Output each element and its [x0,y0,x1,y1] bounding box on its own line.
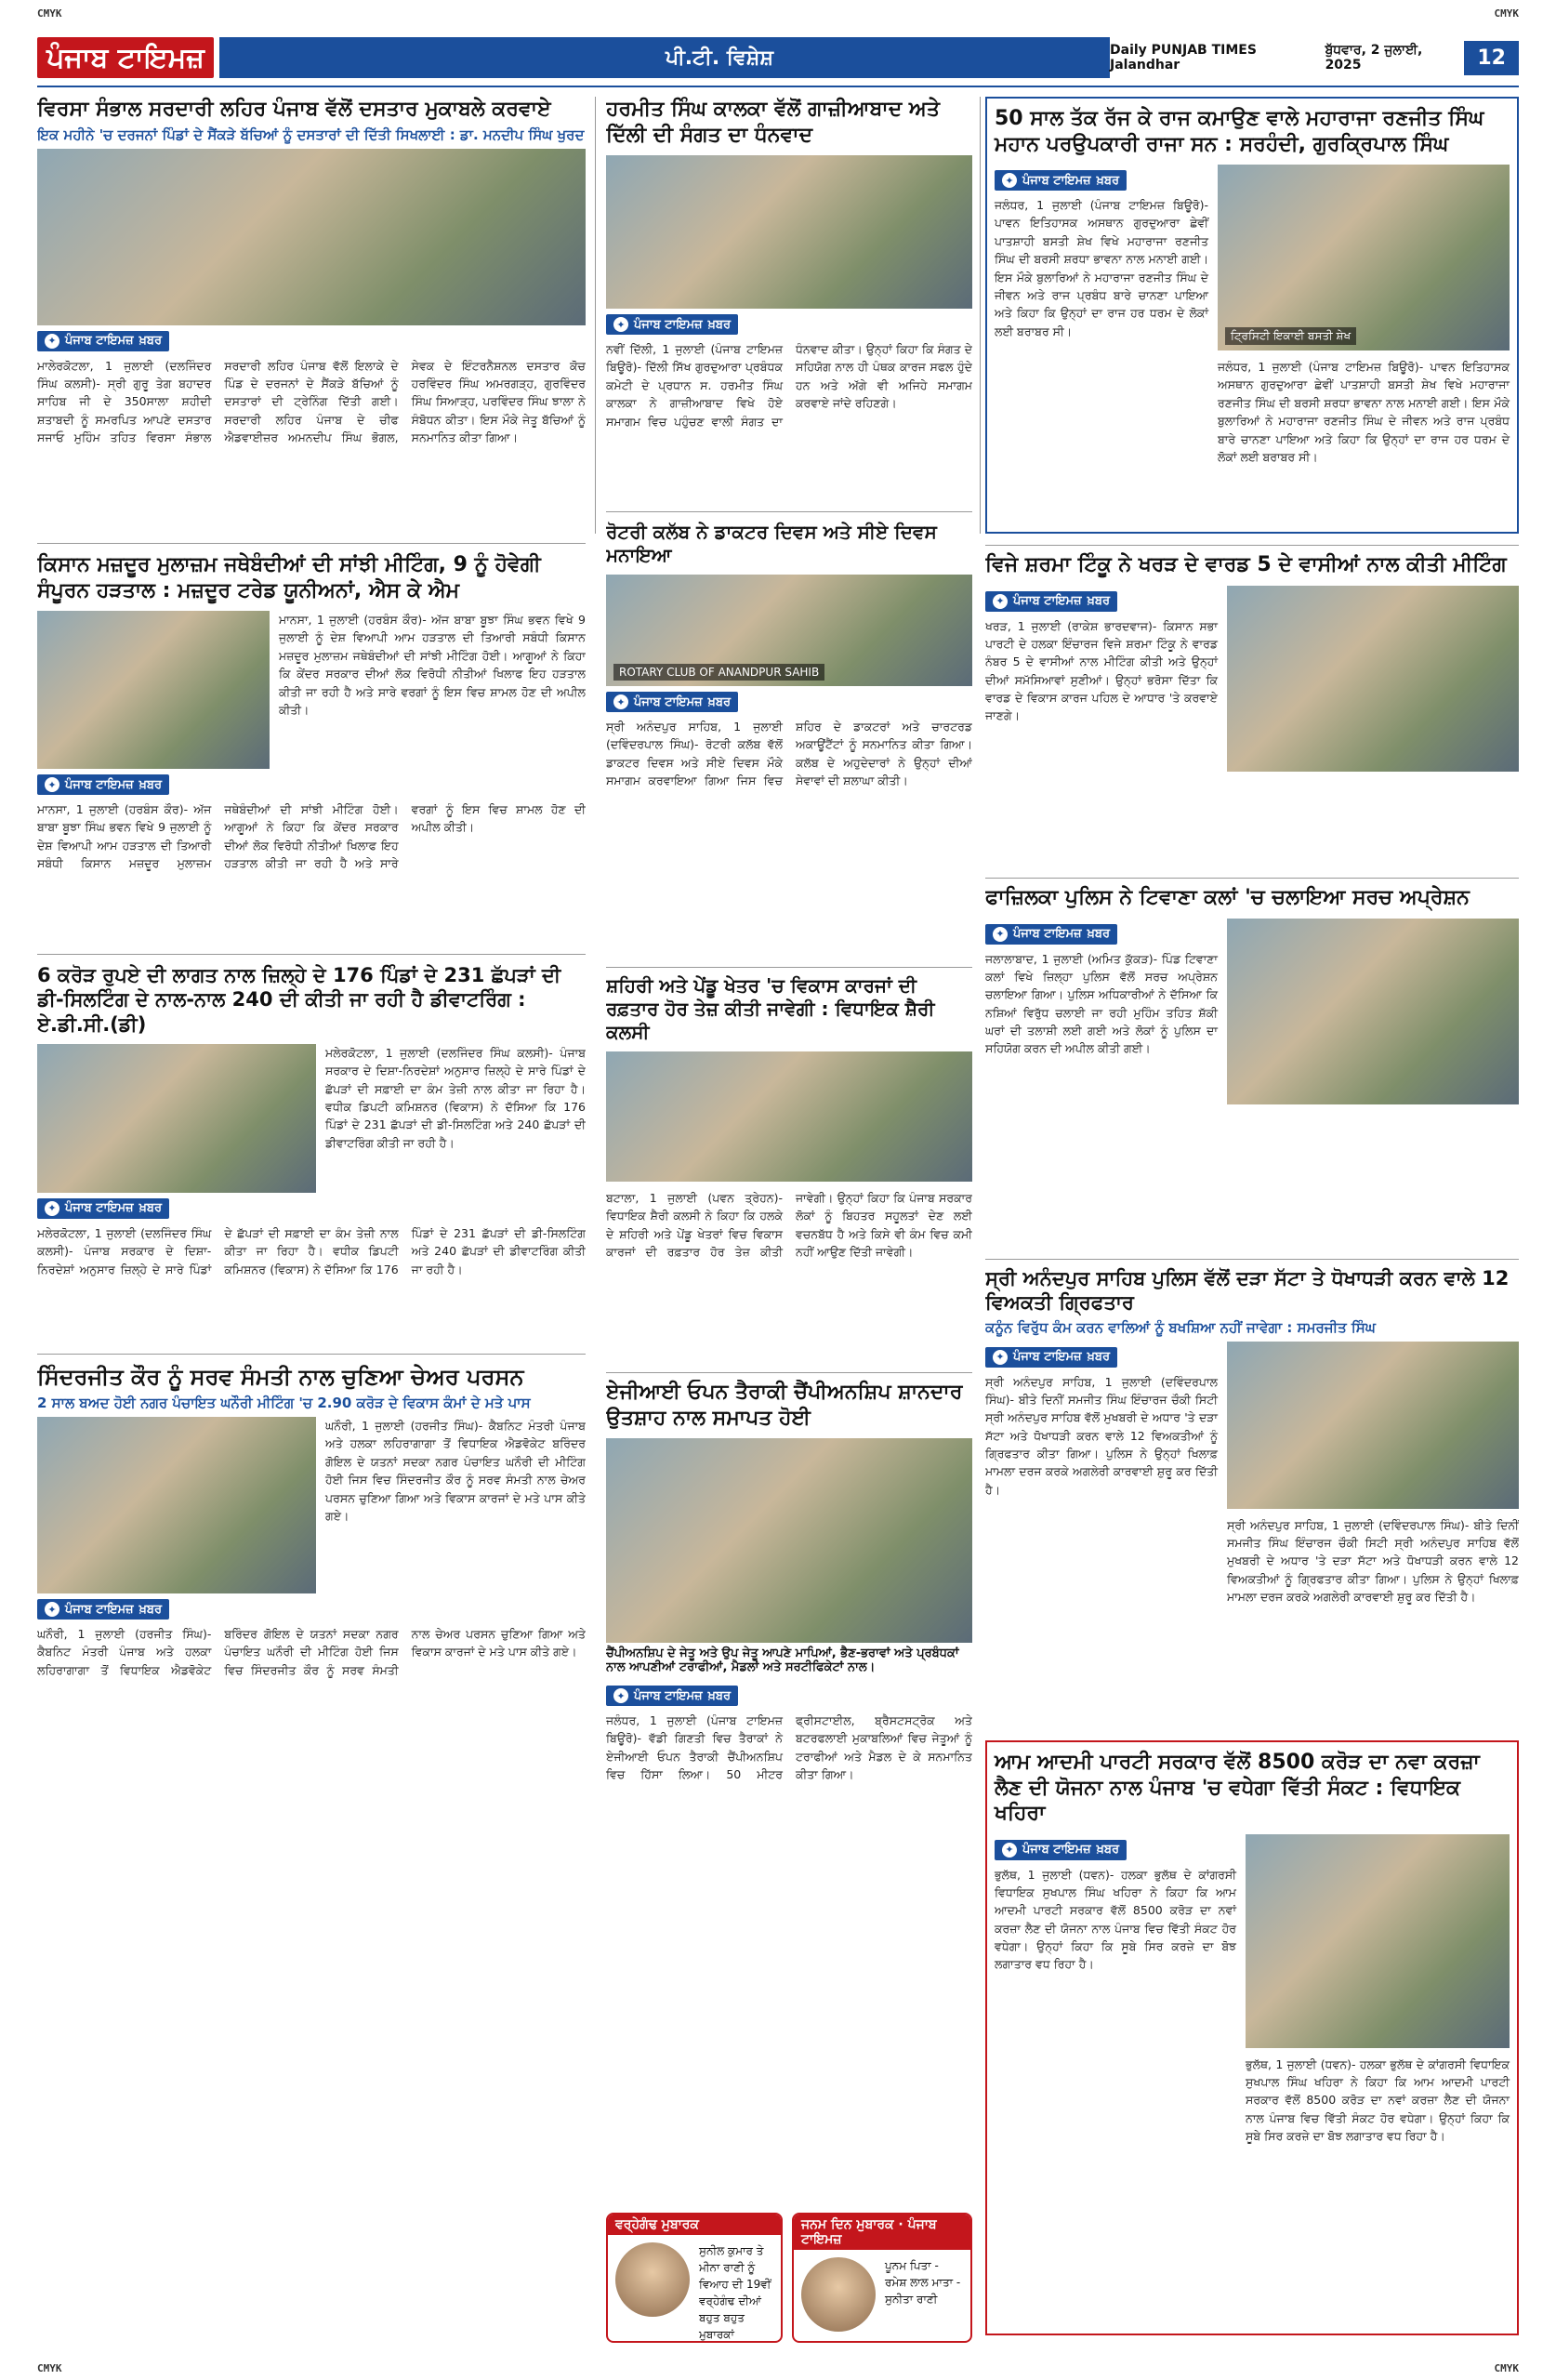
row-divider [606,511,972,512]
article-headline: ਵਿਰਸਾ ਸੰਭਾਲ ਸਰਦਾਰੀ ਲਹਿਰ ਪੰਜਾਬ ਵੱਲੋਂ ਦਸਤਾਰ ਮੁਕਾਬਲੇ ਕਰਵਾਏ [37,98,551,121]
article-body: ਸ੍ਰੀ ਅਨੰਦਪੁਰ ਸਾਹਿਬ, 1 ਜੁਲਾਈ (ਦਵਿੰਦਰਪਾਲ ਸਿੰਘ)- ਬੀਤੇ ਦਿਨੀਂ ਸਮਜੀਤ ਸਿੰਘ ਇੰਚਾਰਜ ਚੌਕੀ ਸਿਟੀ ਸ੍ਰੀ ਅਨੰਦਪੁਰ ਸਾਹਿਬ ਵੱਲੋਂ ਮੁਖਬਰੀ ਦੇ ਅਧਾਰ 'ਤੇ ਦੜਾ ਸੱਟਾ ਅਤੇ ਧੋਖਾਧੜੀ ਕਰਨ ਵਾਲੇ 12 ਵਿਅਕਤੀਆਂ ਨੂੰ ਗ੍ਰਿਫਤਾਰ ਕੀਤਾ ਗਿਆ। ਪੁਲਿਸ ਨੇ ਉਨ੍ਹਾਂ ਖਿਲਾਫ਼ ਮਾਮਲਾ ਦਰਜ ਕਰਕੇ ਅਗਲੇਰੀ ਕਾਰਵਾਈ ਸ਼ੁਰੂ ਕਰ ਦਿੱਤੀ ਹੈ। [985,1374,1218,1497]
row-divider [37,1354,586,1355]
article-headline: ਰੋਟਰੀ ਕਲੱਬ ਨੇ ਡਾਕਟਰ ਦਿਵਸ ਅਤੇ ਸੀਏ ਦਿਵਸ ਮਨਾਇਆ [606,521,937,566]
bird-icon: ✦ [993,594,1008,609]
bird-icon: ✦ [993,927,1008,942]
row-divider [606,1372,972,1373]
masthead-rule [37,86,1519,87]
article-photo [1246,1834,1510,2048]
registration-mark: CMYK [1494,7,1519,20]
greeting-title: ਵਰ੍ਹੇਗੰਢ ਮੁਬਾਰਕ [608,2215,781,2235]
article-body: ਨਵੀਂ ਦਿੱਲੀ, 1 ਜੁਲਾਈ (ਪੰਜਾਬ ਟਾਇਮਜ਼ ਬਿਊਰੋ)- ਦਿੱਲੀ ਸਿੱਖ ਗੁਰਦੁਆਰਾ ਪ੍ਰਬੰਧਕ ਕਮੇਟੀ ਦੇ ਪ੍ਰਧਾਨ ਸ. ਹਰਮੀਤ ਸਿੰਘ ਕਾਲਕਾ ਨੇ ਗਾਜ਼ੀਆਬਾਦ ਵਿਖੇ ਹੋਏ ਸਮਾਗਮ ਵਿਚ ਪਹੁੰਚਣ ਵਾਲੀ ਸੰਗਤ ਦਾ ਧੰਨਵਾਦ ਕੀਤਾ। ਉਨ੍ਹਾਂ ਕਿਹਾ ਕਿ ਸੰਗਤ ਦੇ ਸਹਿਯੋਗ ਨਾਲ ਹੀ ਪੰਥਕ ਕਾਰਜ ਸਫਲ ਹੁੰਦੇ ਹਨ ਅਤੇ ਅੱਗੇ ਵੀ ਅਜਿਹੇ ਸਮਾਗਮ ਕਰਵਾਏ ਜਾਂਦੇ ਰਹਿਣਗੇ। [606,342,972,429]
newspaper-logo: ਪੰਜਾਬ ਟਾਇਮਜ਼ [37,37,214,78]
column-divider [980,97,981,534]
byline-badge: ✦ ਪੰਜਾਬ ਟਾਇਮਜ਼ ਖ਼ਬਰ [985,591,1117,612]
article-subhead: 2 ਸਾਲ ਬਅਦ ਹੋਈ ਨਗਰ ਪੰਚਾਇਤ ਘਨੌਰੀ ਮੀਟਿੰਗ 'ਚ 2.90 ਕਰੋੜ ਦੇ ਵਿਕਾਸ ਕੰਮਾਂ ਦੇ ਮਤੇ ਪਾਸ [37,1395,531,1411]
article-body: ਖਰੜ, 1 ਜੁਲਾਈ (ਰਾਕੇਸ਼ ਭਾਰਦਵਾਜ)- ਕਿਸਾਨ ਸਭਾ ਪਾਰਟੀ ਦੇ ਹਲਕਾ ਇੰਚਾਰਜ ਵਿਜੇ ਸ਼ਰਮਾ ਟਿੰਕੂ ਨੇ ਵਾਰਡ ਨੰਬਰ 5 ਦੇ ਵਾਸੀਆਂ ਨਾਲ ਮੀਟਿੰਗ ਕੀਤੀ ਅਤੇ ਉਨ੍ਹਾਂ ਦੀਆਂ ਸਮੱਸਿਆਵਾਂ ਸੁਣੀਆਂ। ਉਨ੍ਹਾਂ ਭਰੋਸਾ ਦਿੱਤਾ ਕਿ ਵਾਰਡ ਦੇ ਵਿਕਾਸ ਕਾਰਜ ਪਹਿਲ ਦੇ ਆਧਾਰ 'ਤੇ ਕਰਵਾਏ ਜਾਣਗੇ। [985,618,1218,723]
article-rotary-doctors-day [606,521,972,958]
article-photo [37,611,270,769]
byline-badge: ✦ ਪੰਜਾਬ ਟਾਇਮਜ਼ ਖ਼ਬਰ [995,1840,1127,1860]
article-anandpur-arrests [985,1266,1519,1731]
article-body: ਜਲਾਲਾਬਾਦ, 1 ਜੁਲਾਈ (ਅਮਿਤ ਕੁੱਕੜ)- ਪਿੰਡ ਟਿਵਾਣਾ ਕਲਾਂ ਵਿਖੇ ਜ਼ਿਲ੍ਹਾ ਪੁਲਿਸ ਵੱਲੋਂ ਸਰਚ ਅਪ੍ਰੇਸ਼ਨ ਚਲਾਇਆ ਗਿਆ। ਪੁਲਿਸ ਅਧਿਕਾਰੀਆਂ ਨੇ ਦੱਸਿਆ ਕਿ ਨਸ਼ਿਆਂ ਵਿਰੁੱਧ ਚਲਾਈ ਜਾ ਰਹੀ ਮੁਹਿੰਮ ਤਹਿਤ ਸ਼ੱਕੀ ਘਰਾਂ ਦੀ ਤਲਾਸ਼ੀ ਲਈ ਗਈ ਅਤੇ ਲੋਕਾਂ ਨੂੰ ਪੁਲਿਸ ਦਾ ਸਹਿਯੋਗ ਕਰਨ ਦੀ ਅਪੀਲ ਕੀਤੀ ਗਈ। [985,951,1218,1056]
greeting-title: ਜਨਮ ਦਿਨ ਮੁਬਾਰਕ · ਪੰਜਾਬ ਟਾਇਮਜ਼ [794,2215,970,2250]
column-divider [595,97,596,534]
article-body-continued: ਮਾਨਸਾ, 1 ਜੁਲਾਈ (ਹਰਬੰਸ ਕੌਰ)- ਅੱਜ ਬਾਬਾ ਬੂਝਾ ਸਿੰਘ ਭਵਨ ਵਿਖੇ 9 ਜੁਲਾਈ ਨੂੰ ਦੇਸ਼ ਵਿਆਪੀ ਆਮ ਹੜਤਾਲ ਦੀ ਤਿਆਰੀ ਸਬੰਧੀ ਕਿਸਾਨ ਮਜ਼ਦੂਰ ਮੁਲਾਜ਼ਮ ਜਥੇਬੰਦੀਆਂ ਦੀ ਸਾਂਝੀ ਮੀਟਿੰਗ ਹੋਈ। ਆਗੂਆਂ ਨੇ ਕਿਹਾ ਕਿ ਕੇਂਦਰ ਸਰਕਾਰ ਦੀਆਂ ਲੋਕ ਵਿਰੋਧੀ ਨੀਤੀਆਂ ਖਿਲਾਫ ਇਹ ਹੜਤਾਲ ਕੀਤੀ ਜਾ ਰਹੀ ਹੈ ਅਤੇ ਸਾਰੇ ਵਰਗਾਂ ਨੂੰ ਇਸ ਵਿਚ ਸ਼ਾਮਲ ਹੋਣ ਦੀ ਅਪੀਲ ਕੀਤੀ। [37,802,586,871]
article-body-continued: ਸ੍ਰੀ ਅਨੰਦਪੁਰ ਸਾਹਿਬ, 1 ਜੁਲਾਈ (ਦਵਿੰਦਰਪਾਲ ਸਿੰਘ)- ਬੀਤੇ ਦਿਨੀਂ ਸਮਜੀਤ ਸਿੰਘ ਇੰਚਾਰਜ ਚੌਕੀ ਸਿਟੀ ਸ੍ਰੀ ਅਨੰਦਪੁਰ ਸਾਹਿਬ ਵੱਲੋਂ ਮੁਖਬਰੀ ਦੇ ਅਧਾਰ 'ਤੇ ਦੜਾ ਸੱਟਾ ਅਤੇ ਧੋਖਾਧੜੀ ਕਰਨ ਵਾਲੇ 12 ਵਿਅਕਤੀਆਂ ਨੂੰ ਗ੍ਰਿਫਤਾਰ ਕੀਤਾ ਗਿਆ। ਪੁਲਿਸ ਨੇ ਉਨ੍ਹਾਂ ਖਿਲਾਫ਼ ਮਾਮਲਾ ਦਰਜ ਕਰਕੇ ਅਗਲੇਰੀ ਕਾਰਵਾਈ ਸ਼ੁਰੂ ਕਰ ਦਿੱਤੀ ਹੈ। [1227,1517,1519,1604]
photo-caption: ਚੈਂਪੀਅਨਸ਼ਿਪ ਦੇ ਜੇਤੂ ਅਤੇ ਉਪ ਜੇਤੂ ਆਪਣੇ ਮਾਪਿਆਂ, ਭੈਣ-ਭਰਾਵਾਂ ਅਤੇ ਪ੍ਰਬੰਧਕਾਂ ਨਾਲ ਆਪਣੀਆਂ ਟਰਾਫੀਆਂ, ਮੈਡਲਾਂ ਅਤੇ ਸਰਟੀਫਿਕੇਟਾਂ ਨਾਲ। [606,1646,959,1674]
couple-photo [615,2242,690,2317]
registration-mark: CMYK [37,2362,62,2374]
article-headline: ਵਿਜੇ ਸ਼ਰਮਾ ਟਿੰਕੂ ਨੇ ਖਰੜ ਦੇ ਵਾਰਡ 5 ਦੇ ਵਾਸੀਆਂ ਨਾਲ ਕੀਤੀ ਮੀਟਿੰਗ [985,553,1507,576]
article-body-continued: ਮਲੇਰਕੋਟਲਾ, 1 ਜੁਲਾਈ (ਦਲਜਿੰਦਰ ਸਿੰਘ ਕਲਸੀ)- ਪੰਜਾਬ ਸਰਕਾਰ ਦੇ ਦਿਸ਼ਾ-ਨਿਰਦੇਸ਼ਾਂ ਅਨੁਸਾਰ ਜ਼ਿਲ੍ਹੇ ਦੇ ਸਾਰੇ ਪਿੰਡਾਂ ਦੇ ਛੱਪੜਾਂ ਦੀ ਸਫ਼ਾਈ ਦਾ ਕੰਮ ਤੇਜ਼ੀ ਨਾਲ ਕੀਤਾ ਜਾ ਰਿਹਾ ਹੈ। ਵਧੀਕ ਡਿਪਟੀ ਕਮਿਸ਼ਨਰ (ਵਿਕਾਸ) ਨੇ ਦੱਸਿਆ ਕਿ 176 ਪਿੰਡਾਂ ਦੇ 231 ਛੱਪੜਾਂ ਦੀ ਡੀ-ਸਿਲਟਿੰਗ ਅਤੇ 240 ਛੱਪੜਾਂ ਦੀ ਡੀਵਾਟਰਿੰਗ ਕੀਤੀ ਜਾ ਰਹੀ ਹੈ। [37,1225,586,1276]
row-divider [985,878,1519,879]
byline-badge: ✦ ਪੰਜਾਬ ਟਾਇਮਜ਼ ਖ਼ਬਰ [606,314,738,335]
bird-icon: ✦ [993,1350,1008,1365]
article-body-continued: ਘਨੌਰੀ, 1 ਜੁਲਾਈ (ਹਰਜੀਤ ਸਿੰਘ)- ਕੈਬਨਿਟ ਮੰਤਰੀ ਪੰਜਾਬ ਅਤੇ ਹਲਕਾ ਲਹਿਰਾਗਾਗਾ ਤੋਂ ਵਿਧਾਇਕ ਐਡਵੋਕੇਟ ਬਰਿੰਦਰ ਗੋਇਲ ਦੇ ਯਤਨਾਂ ਸਦਕਾ ਨਗਰ ਪੰਚਾਇਤ ਘਨੌਰੀ ਦੀ ਮੀਟਿੰਗ ਹੋਈ ਜਿਸ ਵਿਚ ਸਿੰਦਰਜੀਤ ਕੌਰ ਨੂੰ ਸਰਵ ਸੰਮਤੀ ਨਾਲ ਚੇਅਰ ਪਰਸਨ ਚੁਣਿਆ ਗਿਆ ਅਤੇ ਵਿਕਾਸ ਕਾਰਜਾਂ ਦੇ ਮਤੇ ਪਾਸ ਕੀਤੇ ਗਏ। [37,1627,586,1677]
article-maharaja-ranjit-singh [985,97,1519,534]
article-sherry-kalsi [606,974,972,1365]
article-vijay-sharma-meeting [985,552,1519,868]
article-headline: ਸ਼ਹਿਰੀ ਅਤੇ ਪੇਂਡੂ ਖੇਤਰ 'ਚ ਵਿਕਾਸ ਕਾਰਜਾਂ ਦੀ ਰਫ਼ਤਾਰ ਹੋਰ ਤੇਜ਼ ਕੀਤੀ ਜਾਵੇਗੀ : ਵਿਧਾਇਕ ਸ਼ੈਰੀ ਕਲਸੀ [606,974,935,1043]
byline-badge: ✦ ਪੰਜਾਬ ਟਾਇਮਜ਼ ਖ਼ਬਰ [606,1686,738,1706]
paper-name: Daily PUNJAB TIMES Jalandhar [1110,43,1257,73]
article-dastar-competition [37,97,586,534]
article-kalka-thanks [606,97,972,506]
bird-icon: ✦ [613,317,628,332]
article-photo: ਟ੍ਰਿਸਿਟੀ ਇਕਾਈ ਬਸਤੀ ਸ਼ੇਖ [1218,165,1510,350]
article-body: ਘਨੌਰੀ, 1 ਜੁਲਾਈ (ਹਰਜੀਤ ਸਿੰਘ)- ਕੈਬਨਿਟ ਮੰਤਰੀ ਪੰਜਾਬ ਅਤੇ ਹਲਕਾ ਲਹਿਰਾਗਾਗਾ ਤੋਂ ਵਿਧਾਇਕ ਐਡਵੋਕੇਟ ਬਰਿੰਦਰ ਗੋਇਲ ਦੇ ਯਤਨਾਂ ਸਦਕਾ ਨਗਰ ਪੰਚਾਇਤ ਘਨੌਰੀ ਦੀ ਮੀਟਿੰਗ ਹੋਈ ਜਿਸ ਵਿਚ ਸਿੰਦਰਜੀਤ ਕੌਰ ਨੂੰ ਸਰਵ ਸੰਮਤੀ ਨਾਲ ਚੇਅਰ ਪਰਸਨ ਚੁਣਿਆ ਗਿਆ ਅਤੇ ਵਿਕਾਸ ਕਾਰਜਾਂ ਦੇ ਮਤੇ ਪਾਸ ਕੀਤੇ ਗਏ। [325,1419,586,1523]
article-photo [1227,586,1519,772]
article-photo [606,1051,972,1182]
article-headline: 50 ਸਾਲ ਤੱਕ ਰੱਜ ਕੇ ਰਾਜ ਕਮਾਉਣ ਵਾਲੇ ਮਹਾਰਾਜਾ ਰਣਜੀਤ ਸਿੰਘ ਮਹਾਨ ਪਰਉਪਕਾਰੀ ਰਾਜਾ ਸਨ : ਸਰਹੰਦੀ, ਗੁਰਕ੍ਰਿਪਾਲ ਸਿੰਘ [995,107,1484,156]
byline-badge: ✦ ਪੰਜਾਬ ਟਾਇਮਜ਼ ਖ਼ਬਰ [995,170,1127,191]
row-divider [985,545,1519,546]
article-photo [1227,919,1519,1104]
greeting-text: ਪੂਨਮ ਪਿਤਾ - ਰਮੇਸ਼ ਲਾਲ ਮਾਤਾ - ਸੁਨੀਤਾ ਰਾਣੀ [885,2259,961,2306]
article-photo [606,155,972,309]
article-subhead: ਕਨੂੰਨ ਵਿਰੁੱਧ ਕੰਮ ਕਰਨ ਵਾਲਿਆਂ ਨੂੰ ਬਖਸ਼ਿਆ ਨਹੀਂ ਜਾਵੇਗਾ : ਸਮਰਜੀਤ ਸਿੰਘ [985,1318,1376,1336]
row-divider [606,967,972,968]
bird-icon: ✦ [613,694,628,709]
birthday-greeting [792,2213,972,2343]
article-swimming-championship [606,1380,972,1956]
article-pond-desilting [37,963,586,1344]
row-divider [37,543,586,544]
article-fazilka-search-operation [985,885,1519,1248]
issue-date: ਬੁੱਧਵਾਰ, 2 ਜੁਲਾਈ, 2025 [1325,43,1423,73]
byline-badge: ✦ ਪੰਜਾਬ ਟਾਇਮਜ਼ ਖ਼ਬਰ [606,692,738,712]
child-photo [801,2257,876,2332]
article-photo [37,1044,316,1193]
byline-badge: ✦ ਪੰਜਾਬ ਟਾਇਮਜ਼ ਖ਼ਬਰ [37,331,169,351]
article-body: ਭੁਲੱਥ, 1 ਜੁਲਾਈ (ਧਵਨ)- ਹਲਕਾ ਭੁਲੱਥ ਦੇ ਕਾਂਗਰਸੀ ਵਿਧਾਇਕ ਸੁਖਪਾਲ ਸਿੰਘ ਖਹਿਰਾ ਨੇ ਕਿਹਾ ਕਿ ਆਮ ਆਦਮੀ ਪਾਰਟੀ ਸਰਕਾਰ ਵੱਲੋਂ 8500 ਕਰੋੜ ਦਾ ਨਵਾਂ ਕਰਜ਼ਾ ਲੈਣ ਦੀ ਯੋਜਨਾ ਨਾਲ ਪੰਜਾਬ ਵਿਚ ਵਿੱਤੀ ਸੰਕਟ ਹੋਰ ਵਧੇਗਾ। ਉਨ੍ਹਾਂ ਕਿਹਾ ਕਿ ਸੂਬੇ ਸਿਰ ਕਰਜ਼ੇ ਦਾ ਬੋਝ ਲਗਾਤਾਰ ਵਧ ਰਿਹਾ ਹੈ। [995,1867,1236,1972]
article-khaira-loan-criticism [985,1740,1519,2335]
article-photo [37,149,586,325]
article-headline: 6 ਕਰੋੜ ਰੁਪਏ ਦੀ ਲਾਗਤ ਨਾਲ ਜ਼ਿਲ੍ਹੇ ਦੇ 176 ਪਿੰਡਾਂ ਦੇ 231 ਛੱਪੜਾਂ ਦੀ ਡੀ-ਸਿਲਟਿੰਗ ਦੇ ਨਾਲ-ਨਾਲ 240 ਦੀ ਕੀਤੀ ਜਾ ਰਹੀ ਹੈ ਡੀਵਾਟਰਿੰਗ : ਏ.ਡੀ.ਸੀ.(ਡੀ) [37,964,561,1036]
section-title: ਪੀ.ਟੀ. ਵਿਸ਼ੇਸ਼ [219,37,1110,78]
registration-mark: CMYK [37,7,62,20]
article-photo: ROTARY CLUB OF ANANDPUR SAHIB [606,575,972,686]
article-headline: ਸ੍ਰੀ ਅਨੰਦਪੁਰ ਸਾਹਿਬ ਪੁਲਿਸ ਵੱਲੋਂ ਦੜਾ ਸੱਟਾ ਤੇ ਧੋਖਾਧੜੀ ਕਰਨ ਵਾਲੇ 12 ਵਿਅਕਤੀ ਗ੍ਰਿਫਤਾਰ [985,1267,1510,1315]
masthead [37,37,1519,78]
article-body: ਬਟਾਲਾ, 1 ਜੁਲਾਈ (ਪਵਨ ਤ੍ਰੇਹਨ)- ਵਿਧਾਇਕ ਸ਼ੈਰੀ ਕਲਸੀ ਨੇ ਕਿਹਾ ਕਿ ਹਲਕੇ ਦੇ ਸ਼ਹਿਰੀ ਅਤੇ ਪੇਂਡੂ ਖੇਤਰਾਂ ਵਿਚ ਵਿਕਾਸ ਕਾਰਜਾਂ ਦੀ ਰਫ਼ਤਾਰ ਹੋਰ ਤੇਜ਼ ਕੀਤੀ ਜਾਵੇਗੀ। ਉਨ੍ਹਾਂ ਕਿਹਾ ਕਿ ਪੰਜਾਬ ਸਰਕਾਰ ਲੋਕਾਂ ਨੂੰ ਬਿਹਤਰ ਸਹੂਲਤਾਂ ਦੇਣ ਲਈ ਵਚਨਬੱਧ ਹੈ ਅਤੇ ਕਿਸੇ ਵੀ ਕੰਮ ਵਿਚ ਕਮੀ ਨਹੀਂ ਆਉਣ ਦਿੱਤੀ ਜਾਵੇਗੀ। [606,1191,972,1260]
anniversary-greeting [606,2213,783,2343]
article-body: ਜਲੰਧਰ, 1 ਜੁਲਾਈ (ਪੰਜਾਬ ਟਾਇਮਜ਼ ਬਿਊਰੋ)- ਵੱਡੀ ਗਿਣਤੀ ਵਿਚ ਤੈਰਾਕਾਂ ਨੇ ਏਜੀਆਈ ਓਪਨ ਤੈਰਾਕੀ ਚੈਂਪੀਅਨਸ਼ਿਪ ਵਿਚ ਹਿੱਸਾ ਲਿਆ। 50 ਮੀਟਰ ਫ੍ਰੀਸਟਾਈਲ, ਬ੍ਰੈਸਟਸਟ੍ਰੋਕ ਅਤੇ ਬਟਰਫਲਾਈ ਮੁਕਾਬਲਿਆਂ ਵਿਚ ਜੇਤੂਆਂ ਨੂੰ ਟਰਾਫੀਆਂ ਅਤੇ ਮੈਡਲ ਦੇ ਕੇ ਸਨਮਾਨਿਤ ਕੀਤਾ ਗਿਆ। [606,1713,972,1782]
byline-badge: ✦ ਪੰਜਾਬ ਟਾਇਮਜ਼ ਖ਼ਬਰ [37,1198,169,1219]
article-body-continued: ਜਲੰਧਰ, 1 ਜੁਲਾਈ (ਪੰਜਾਬ ਟਾਇਮਜ਼ ਬਿਊਰੋ)- ਪਾਵਨ ਇਤਿਹਾਸਕ ਅਸਥਾਨ ਗੁਰਦੁਆਰਾ ਛੇਵੀਂ ਪਾਤਸ਼ਾਹੀ ਬਸਤੀ ਸ਼ੇਖ ਵਿਖੇ ਮਹਾਰਾਜਾ ਰਣਜੀਤ ਸਿੰਘ ਦੀ ਬਰਸੀ ਸ਼ਰਧਾ ਭਾਵਨਾ ਨਾਲ ਮਨਾਈ ਗਈ। ਇਸ ਮੌਕੇ ਬੁਲਾਰਿਆਂ ਨੇ ਮਹਾਰਾਜਾ ਰਣਜੀਤ ਸਿੰਘ ਦੇ ਜੀਵਨ ਅਤੇ ਰਾਜ ਪ੍ਰਬੰਧ ਬਾਰੇ ਚਾਨਣਾ ਪਾਇਆ ਅਤੇ ਕਿਹਾ ਕਿ ਉਨ੍ਹਾਂ ਦਾ ਰਾਜ ਹਰ ਧਰਮ ਦੇ ਲੋਕਾਂ ਲਈ ਬਰਾਬਰ ਸੀ। [1218,360,1510,464]
article-sinderjit-kaur-chairperson [37,1363,586,1884]
byline-badge: ✦ ਪੰਜਾਬ ਟਾਇਮਜ਼ ਖ਼ਬਰ [985,924,1117,945]
article-headline: ਸਿੰਦਰਜੀਤ ਕੌਰ ਨੂੰ ਸਰਵ ਸੰਮਤੀ ਨਾਲ ਚੁਣਿਆ ਚੇਅਰ ਪਰਸਨ [37,1364,524,1390]
article-headline: ਏਜੀਆਈ ਓਪਨ ਤੈਰਾਕੀ ਚੈਂਪੀਅਨਸ਼ਿਪ ਸ਼ਾਨਦਾਰ ਉਤਸ਼ਾਹ ਨਾਲ ਸਮਾਪਤ ਹੋਈ [606,1381,963,1430]
bird-icon: ✦ [45,334,59,349]
article-body: ਮਾਨਸਾ, 1 ਜੁਲਾਈ (ਹਰਬੰਸ ਕੌਰ)- ਅੱਜ ਬਾਬਾ ਬੂਝਾ ਸਿੰਘ ਭਵਨ ਵਿਖੇ 9 ਜੁਲਾਈ ਨੂੰ ਦੇਸ਼ ਵਿਆਪੀ ਆਮ ਹੜਤਾਲ ਦੀ ਤਿਆਰੀ ਸਬੰਧੀ ਕਿਸਾਨ ਮਜ਼ਦੂਰ ਮੁਲਾਜ਼ਮ ਜਥੇਬੰਦੀਆਂ ਦੀ ਸਾਂਝੀ ਮੀਟਿੰਗ ਹੋਈ। ਆਗੂਆਂ ਨੇ ਕਿਹਾ ਕਿ ਕੇਂਦਰ ਸਰਕਾਰ ਦੀਆਂ ਲੋਕ ਵਿਰੋਧੀ ਨੀਤੀਆਂ ਖਿਲਾਫ ਇਹ ਹੜਤਾਲ ਕੀਤੀ ਜਾ ਰਹੀ ਹੈ ਅਤੇ ਸਾਰੇ ਵਰਗਾਂ ਨੂੰ ਇਸ ਵਿਚ ਸ਼ਾਮਲ ਹੋਣ ਦੀ ਅਪੀਲ ਕੀਤੀ। [279,613,586,717]
article-headline: ਫਾਜ਼ਿਲਕਾ ਪੁਲਿਸ ਨੇ ਟਿਵਾਣਾ ਕਲਾਂ 'ਚ ਚਲਾਇਆ ਸਰਚ ਅਪ੍ਰੇਸ਼ਨ [985,886,1470,909]
article-body: ਜਲੰਧਰ, 1 ਜੁਲਾਈ (ਪੰਜਾਬ ਟਾਇਮਜ਼ ਬਿਊਰੋ)- ਪਾਵਨ ਇਤਿਹਾਸਕ ਅਸਥਾਨ ਗੁਰਦੁਆਰਾ ਛੇਵੀਂ ਪਾਤਸ਼ਾਹੀ ਬਸਤੀ ਸ਼ੇਖ ਵਿਖੇ ਮਹਾਰਾਜਾ ਰਣਜੀਤ ਸਿੰਘ ਦੀ ਬਰਸੀ ਸ਼ਰਧਾ ਭਾਵਨਾ ਨਾਲ ਮਨਾਈ ਗਈ। ਇਸ ਮੌਕੇ ਬੁਲਾਰਿਆਂ ਨੇ ਮਹਾਰਾਜਾ ਰਣਜੀਤ ਸਿੰਘ ਦੇ ਜੀਵਨ ਅਤੇ ਰਾਜ ਪ੍ਰਬੰਧ ਬਾਰੇ ਚਾਨਣਾ ਪਾਇਆ ਅਤੇ ਕਿਹਾ ਕਿ ਉਨ੍ਹਾਂ ਦਾ ਰਾਜ ਹਰ ਧਰਮ ਦੇ ਲੋਕਾਂ ਲਈ ਬਰਾਬਰ ਸੀ। [995,198,1208,338]
page-number: 12 [1464,41,1519,75]
bird-icon: ✦ [1002,173,1017,188]
article-body: ਮਲੇਰਕੋਟਲਾ, 1 ਜੁਲਾਈ (ਦਲਜਿੰਦਰ ਸਿੰਘ ਕਲਸੀ)- ਪੰਜਾਬ ਸਰਕਾਰ ਦੇ ਦਿਸ਼ਾ-ਨਿਰਦੇਸ਼ਾਂ ਅਨੁਸਾਰ ਜ਼ਿਲ੍ਹੇ ਦੇ ਸਾਰੇ ਪਿੰਡਾਂ ਦੇ ਛੱਪੜਾਂ ਦੀ ਸਫ਼ਾਈ ਦਾ ਕੰਮ ਤੇਜ਼ੀ ਨਾਲ ਕੀਤਾ ਜਾ ਰਿਹਾ ਹੈ। ਵਧੀਕ ਡਿਪਟੀ ਕਮਿਸ਼ਨਰ (ਵਿਕਾਸ) ਨੇ ਦੱਸਿਆ ਕਿ 176 ਪਿੰਡਾਂ ਦੇ 231 ਛੱਪੜਾਂ ਦੀ ਡੀ-ਸਿਲਟਿੰਗ ਅਤੇ 240 ਛੱਪੜਾਂ ਦੀ ਡੀਵਾਟਰਿੰਗ ਕੀਤੀ ਜਾ ਰਹੀ ਹੈ। [325,1045,586,1150]
article-body-continued: ਭੁਲੱਥ, 1 ਜੁਲਾਈ (ਧਵਨ)- ਹਲਕਾ ਭੁਲੱਥ ਦੇ ਕਾਂਗਰਸੀ ਵਿਧਾਇਕ ਸੁਖਪਾਲ ਸਿੰਘ ਖਹਿਰਾ ਨੇ ਕਿਹਾ ਕਿ ਆਮ ਆਦਮੀ ਪਾਰਟੀ ਸਰਕਾਰ ਵੱਲੋਂ 8500 ਕਰੋੜ ਦਾ ਨਵਾਂ ਕਰਜ਼ਾ ਲੈਣ ਦੀ ਯੋਜਨਾ ਨਾਲ ਪੰਜਾਬ ਵਿਚ ਵਿੱਤੀ ਸੰਕਟ ਹੋਰ ਵਧੇਗਾ। ਉਨ੍ਹਾਂ ਕਿਹਾ ਕਿ ਸੂਬੇ ਸਿਰ ਕਰਜ਼ੇ ਦਾ ਬੋਝ ਲਗਾਤਾਰ ਵਧ ਰਿਹਾ ਹੈ। [1246,2056,1510,2143]
article-kisan-strike [37,552,586,943]
bird-icon: ✦ [45,1201,59,1216]
byline-badge: ✦ ਪੰਜਾਬ ਟਾਇਮਜ਼ ਖ਼ਬਰ [37,1599,169,1620]
article-headline: ਆਮ ਆਦਮੀ ਪਾਰਟੀ ਸਰਕਾਰ ਵੱਲੋਂ 8500 ਕਰੋੜ ਦਾ ਨਵਾ ਕਰਜ਼ਾ ਲੈਣ ਦੀ ਯੋਜਨਾ ਨਾਲ ਪੰਜਾਬ 'ਚ ਵਧੇਗਾ ਵਿੱਤੀ ਸੰਕਟ : ਵਿਧਾਇਕ ਖਹਿਰਾ [995,1751,1480,1825]
masthead-info [1110,37,1519,78]
article-body: ਸ੍ਰੀ ਅਨੰਦਪੁਰ ਸਾਹਿਬ, 1 ਜੁਲਾਈ (ਦਵਿੰਦਰਪਾਲ ਸਿੰਘ)- ਰੋਟਰੀ ਕਲੱਬ ਵੱਲੋਂ ਡਾਕਟਰ ਦਿਵਸ ਅਤੇ ਸੀਏ ਦਿਵਸ ਮੌਕੇ ਸਮਾਗਮ ਕਰਵਾਇਆ ਗਿਆ ਜਿਸ ਵਿਚ ਸ਼ਹਿਰ ਦੇ ਡਾਕਟਰਾਂ ਅਤੇ ਚਾਰਟਰਡ ਅਕਾਊਂਟੈਂਟਾਂ ਨੂੰ ਸਨਮਾਨਿਤ ਕੀਤਾ ਗਿਆ। ਕਲੱਬ ਦੇ ਅਹੁਦੇਦਾਰਾਂ ਨੇ ਉਨ੍ਹਾਂ ਦੀਆਂ ਸੇਵਾਵਾਂ ਦੀ ਸ਼ਲਾਘਾ ਕੀਤੀ। [606,720,972,788]
row-divider [37,954,586,955]
article-subhead: ਇਕ ਮਹੀਨੇ 'ਚ ਦਰਜਨਾਂ ਪਿੰਡਾਂ ਦੇ ਸੈਂਕੜੇ ਬੱਚਿਆਂ ਨੂੰ ਦਸਤਾਰਾਂ ਦੀ ਦਿੱਤੀ ਸਿਖਲਾਈ : ਡਾ. ਮਨਦੀਪ ਸਿੰਘ ਖੁਰਦ [37,126,585,143]
bird-icon: ✦ [45,777,59,792]
bird-icon: ✦ [613,1688,628,1703]
article-headline: ਹਰਮੀਤ ਸਿੰਘ ਕਾਲਕਾ ਵੱਲੋਂ ਗਾਜ਼ੀਆਬਾਦ ਅਤੇ ਦਿੱਲੀ ਦੀ ਸੰਗਤ ਦਾ ਧੰਨਵਾਦ [606,98,940,147]
registration-mark: CMYK [1494,2362,1519,2374]
article-headline: ਕਿਸਾਨ ਮਜ਼ਦੂਰ ਮੁਲਾਜ਼ਮ ਜਥੇਬੰਦੀਆਂ ਦੀ ਸਾਂਝੀ ਮੀਟਿੰਗ, 9 ਨੂੰ ਹੋਵੇਗੀ ਸੰਪੂਰਨ ਹੜਤਾਲ : ਮਜ਼ਦੂਰ ਟਰੇਡ ਯੂਨੀਅਨਾਂ, ਐਸ ਕੇ ਐਮ [37,553,541,602]
greeting-text: ਸੁਨੀਲ ਕੁਮਾਰ ਤੇ ਮੀਨਾ ਰਾਣੀ ਨੂੰ ਵਿਆਹ ਦੀ 19ਵੀਂ ਵਰ੍ਹੇਗੰਢ ਦੀਆਂ ਬਹੁਤ ਬਹੁਤ ਮੁਬਾਰਕਾਂ [699,2244,771,2341]
article-photo [606,1438,972,1643]
bird-icon: ✦ [1002,1843,1017,1858]
byline-badge: ✦ ਪੰਜਾਬ ਟਾਇਮਜ਼ ਖ਼ਬਰ [985,1347,1117,1368]
row-divider [985,1259,1519,1260]
article-photo [1227,1342,1519,1509]
article-photo [37,1417,316,1593]
article-body: ਮਾਲੇਰਕੋਟਲਾ, 1 ਜੁਲਾਈ (ਦਲਜਿੰਦਰ ਸਿੰਘ ਕਲਸੀ)- ਸ੍ਰੀ ਗੁਰੂ ਤੇਗ ਬਹਾਦਰ ਸਾਹਿਬ ਜੀ ਦੇ 350ਸਾਲਾ ਸ਼ਹੀਦੀ ਸ਼ਤਾਬਦੀ ਨੂੰ ਸਮਰਪਿਤ ਆਪਣੇ ਦਸਤਾਰ ਸਜਾਓ ਮੁਹਿੰਮ ਤਹਿਤ ਵਿਰਸਾ ਸੰਭਾਲ ਸਰਦਾਰੀ ਲਹਿਰ ਪੰਜਾਬ ਵੱਲੋਂ ਇਲਾਕੇ ਦੇ ਪਿੰਡ ਦੇ ਦਰਜਨਾਂ ਦੇ ਸੈਂਕੜੇ ਬੱਚਿਆਂ ਨੂੰ ਦਸਤਾਰਾਂ ਦੀ ਟ੍ਰੇਨਿੰਗ ਦਿੱਤੀ ਗਈ। ਸਰਦਾਰੀ ਲਹਿਰ ਪੰਜਾਬ ਦੇ ਚੀਫ ਐਡਵਾਈਜ਼ਰ ਅਮਨਦੀਪ ਸਿੰਘ ਭੋਗਲ, ਸੇਵਕ ਦੇ ਇੰਟਰਨੈਸ਼ਨਲ ਦਸਤਾਰ ਕੋਚ ਹਰਵਿੰਦਰ ਸਿੰਘ ਅਮਰਗੜ੍ਹ, ਗੁਰਵਿੰਦਰ ਸਿੰਘ ਸਿਆੜ੍ਹ, ਪਰਵਿੰਦਰ ਸਿੰਘ ਝਾਲਾ ਨੇ ਸੰਬੋਧਨ ਕੀਤਾ। ਇਸ ਮੌਕੇ ਜੇਤੂ ਬੱਚਿਆਂ ਨੂੰ ਸਨਮਾਨਿਤ ਕੀਤਾ ਗਿਆ। [37,358,586,444]
bird-icon: ✦ [45,1602,59,1617]
byline-badge: ✦ ਪੰਜਾਬ ਟਾਇਮਜ਼ ਖ਼ਬਰ [37,774,169,795]
